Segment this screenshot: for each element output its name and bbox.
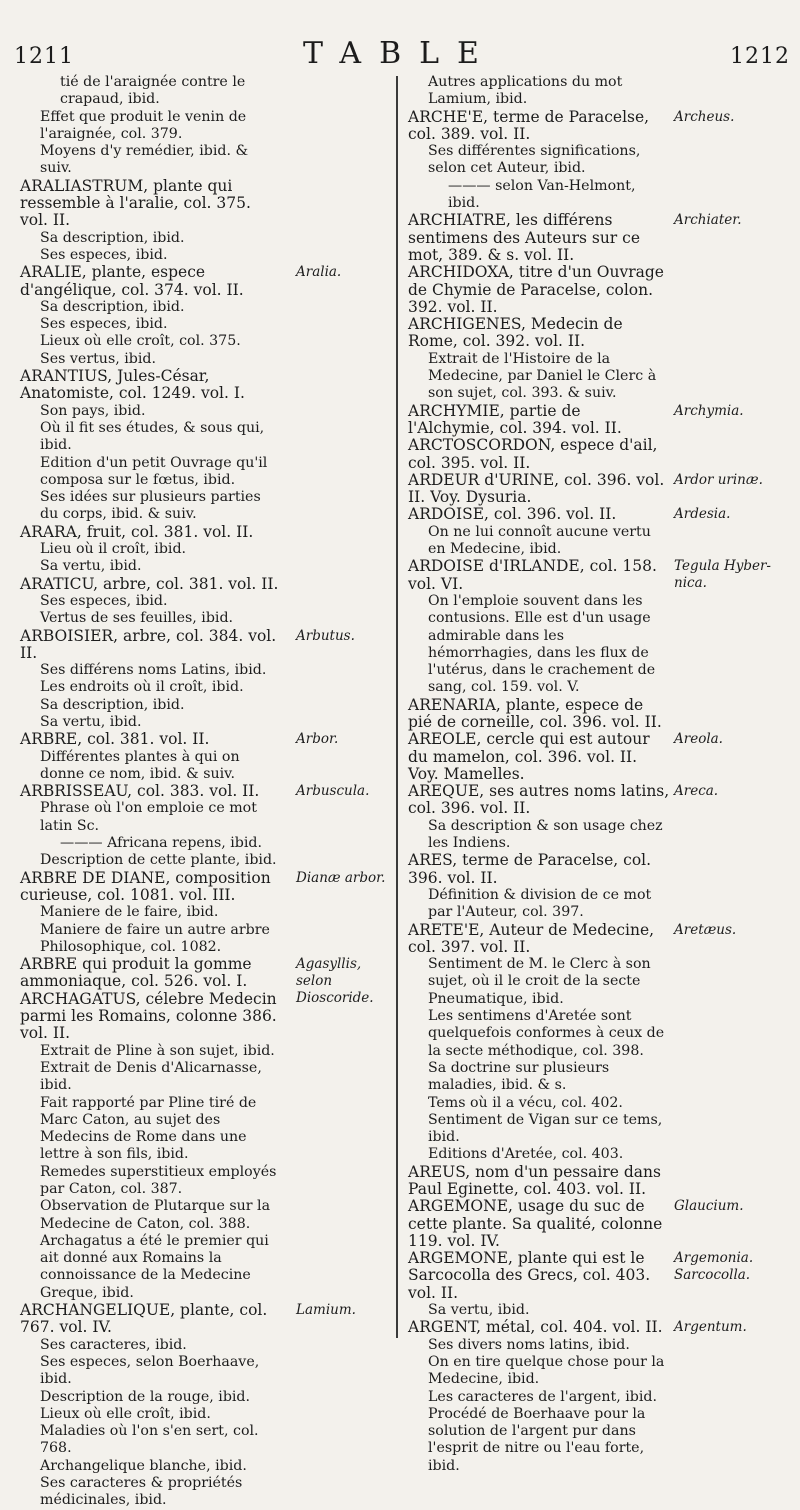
index-subentry bbox=[408, 1008, 793, 1060]
entry-text: Sentiment de M. le Clerc à son sujet, où il le croit de la secte Pneumatique, ibid. bbox=[428, 956, 651, 1007]
index-subentry bbox=[20, 1389, 390, 1406]
index-headword-entry bbox=[408, 264, 793, 316]
latin-margin-note: Glaucium. bbox=[674, 1198, 744, 1215]
index-subentry bbox=[408, 887, 793, 922]
entry-text: ARALIASTRUM, plante qui ressemble à l'aralie, col. 375. vol. II. bbox=[20, 176, 251, 230]
latin-margin-note: Ardor urinæ. bbox=[674, 471, 763, 488]
entry-text: Sa description & son usage chez les Indiens. bbox=[428, 817, 663, 852]
index-headword-entry bbox=[20, 576, 390, 593]
index-subentry bbox=[20, 1043, 390, 1060]
entry-text: Ses divers noms latins, ibid. bbox=[428, 1336, 630, 1353]
entry-text: ARCHE'E, terme de Paracelse, col. 389. vol. II. bbox=[408, 107, 650, 143]
entry-text: Procédé de Boerhaave pour la solution de l'argent pur dans l'esprit de nitre ou l'eau forte, ibid. bbox=[428, 1405, 646, 1474]
index-headword-entry bbox=[20, 368, 390, 403]
index-subentry bbox=[20, 904, 390, 921]
entry-text: Archangelique blanche, ibid. bbox=[40, 1457, 247, 1474]
index-headword-entry bbox=[408, 212, 793, 264]
entry-text: Les caracteres de l'argent, ibid. bbox=[428, 1388, 658, 1405]
entry-text: ARCHAGATUS, célebre Medecin parmi les Romains, colonne 386. vol. II. bbox=[20, 989, 277, 1043]
entry-text: Ses caracteres & propriétés médicinales, ibid. bbox=[40, 1475, 243, 1509]
index-headword-entry bbox=[20, 870, 390, 905]
latin-margin-note: Argemonia. Sarcocolla. bbox=[674, 1250, 754, 1284]
index-subentry bbox=[408, 351, 793, 403]
latin-margin-note: Agasyllis, selon Dioscoride. bbox=[296, 956, 374, 1007]
index-subentry bbox=[408, 818, 793, 853]
entry-text: Extrait de l'Histoire de la Medecine, par Daniel le Clerc à son sujet, col. 393. & suiv. bbox=[428, 350, 657, 402]
entry-text: Ses especes, ibid. bbox=[40, 316, 168, 333]
entry-text: Ses vertus, ibid. bbox=[40, 350, 156, 367]
right-page-number: 1212 bbox=[730, 44, 790, 69]
index-subentry bbox=[20, 1233, 390, 1302]
entry-text: Maniere de faire un autre arbre Philosophique, col. 1082. bbox=[40, 921, 270, 955]
entry-text: Moyens d'y remédier, ibid. & suiv. bbox=[40, 143, 249, 177]
index-subentry bbox=[20, 558, 390, 575]
entry-text: ARBRE, col. 381. vol. II. bbox=[20, 730, 210, 749]
index-headword-entry bbox=[408, 109, 793, 144]
index-headword-entry bbox=[20, 264, 390, 299]
index-subentry bbox=[20, 835, 390, 852]
index-headword-entry bbox=[20, 783, 390, 800]
entry-text: ARDEUR d'URINE, col. 396. vol. II. Voy. Dysuria. bbox=[408, 470, 665, 507]
right-column bbox=[408, 74, 793, 1475]
entry-text: Description de cette plante, ibid. bbox=[40, 852, 277, 869]
entry-text: ARCHIDOXA, titre d'un Ouvrage de Chymie de Paracelse, colon. 392. vol. II. bbox=[408, 263, 664, 316]
index-subentry bbox=[20, 593, 390, 610]
latin-margin-note: Dianæ arbor. bbox=[296, 869, 386, 886]
index-headword-entry bbox=[408, 697, 793, 732]
entry-text: ARATICU, arbre, col. 381. vol. II. bbox=[20, 574, 279, 593]
index-subentry bbox=[20, 109, 390, 144]
entry-text: Extrait de Denis d'Alicarnasse, ibid. bbox=[40, 1059, 262, 1094]
index-subentry bbox=[20, 1475, 390, 1510]
index-subentry bbox=[20, 1406, 390, 1423]
index-subentry bbox=[20, 697, 390, 714]
index-headword-entry bbox=[408, 1319, 793, 1336]
latin-margin-note: Arbutus. bbox=[296, 627, 355, 644]
index-headword-entry bbox=[408, 506, 793, 523]
index-subentry bbox=[20, 420, 390, 455]
entry-text: Définition & division de ce mot par l'Auteur, col. 397. bbox=[428, 886, 652, 921]
entry-text: Son pays, ibid. bbox=[40, 402, 146, 419]
entry-text: Ses especes, ibid. bbox=[40, 246, 168, 263]
entry-text: Observation de Plutarque sur la Medecine de Caton, col. 388. bbox=[40, 1198, 271, 1232]
index-subentry bbox=[20, 230, 390, 247]
index-subentry bbox=[20, 333, 390, 350]
entry-text: Ses différentes significations, selon cet Auteur, ibid. bbox=[428, 143, 641, 177]
entry-text: Sa vertu, ibid. bbox=[40, 558, 142, 575]
entry-text: Les endroits où il croît, ibid. bbox=[40, 679, 244, 696]
index-subentry bbox=[20, 1198, 390, 1233]
index-headword-entry bbox=[408, 316, 793, 351]
latin-margin-note: Aralia. bbox=[296, 264, 342, 281]
index-headword-entry bbox=[408, 558, 793, 593]
index-subentry bbox=[408, 1146, 793, 1163]
index-subentry bbox=[20, 74, 390, 109]
left-column bbox=[20, 74, 390, 1510]
entry-text: AREUS, nom d'un pessaire dans Paul Eginette, col. 403. vol. II. bbox=[408, 1162, 661, 1198]
latin-margin-note: Lamium. bbox=[296, 1302, 356, 1319]
latin-margin-note: Archeus. bbox=[674, 108, 735, 125]
entry-text: ARCHANGELIQUE, plante, col. 767. vol. IV. bbox=[20, 1301, 268, 1337]
index-subentry bbox=[20, 351, 390, 368]
entry-text: Lieu où il croît, ibid. bbox=[40, 541, 187, 558]
entry-text: Maniere de le faire, ibid. bbox=[40, 904, 219, 921]
entry-text: ARES, terme de Paracelse, col. 396. vol. II. bbox=[408, 851, 652, 887]
index-headword-entry bbox=[20, 731, 390, 748]
entry-text: ARCHIGENES, Medecin de Rome, col. 392. vol. II. bbox=[408, 315, 623, 351]
entry-text: On l'emploie souvent dans les contusions. Elle est d'un usage admirable dans les hémorrhagies, dans les flux de l'utérus, dans le crachement de sang, col. 159. vol. V. bbox=[428, 592, 656, 696]
index-subentry bbox=[408, 1302, 793, 1319]
entry-text: ——— Africana repens, ibid. bbox=[60, 835, 262, 852]
index-subentry bbox=[20, 316, 390, 333]
entry-text: ARDOISE, col. 396. vol. II. bbox=[408, 505, 617, 524]
latin-margin-note: Arbuscula. bbox=[296, 783, 370, 800]
entry-text: On en tire quelque chose pour la Medecine, ibid. bbox=[428, 1353, 665, 1388]
entry-text: Maladies où l'on s'en sert, col. 768. bbox=[40, 1423, 259, 1457]
index-headword-entry bbox=[408, 922, 793, 957]
index-subentry bbox=[20, 1423, 390, 1458]
latin-margin-note: Aretæus. bbox=[674, 921, 737, 938]
entry-text: ARDOISE d'IRLANDE, col. 158. vol. VI. bbox=[408, 557, 657, 593]
index-subentry bbox=[408, 143, 793, 178]
entry-text: Phrase où l'on emploie ce mot latin Sc. bbox=[40, 800, 257, 834]
latin-margin-note: Archiater. bbox=[674, 212, 742, 229]
index-subentry bbox=[408, 1095, 793, 1112]
entry-text: Remedes superstitieux employés par Caton, col. 387. bbox=[40, 1163, 277, 1197]
page-title: TABLE bbox=[303, 36, 497, 71]
entry-text: ARARA, fruit, col. 381. vol. II. bbox=[20, 522, 254, 541]
index-headword-entry bbox=[20, 1302, 390, 1337]
index-subentry bbox=[20, 749, 390, 784]
entry-text: Tems où il a vécu, col. 402. bbox=[428, 1094, 623, 1111]
index-subentry bbox=[408, 1060, 793, 1095]
index-subentry bbox=[20, 1060, 390, 1095]
index-subentry bbox=[408, 593, 793, 697]
entry-text: Différentes plantes à qui on donne ce nom, ibid. & suiv. bbox=[40, 748, 240, 782]
index-subentry bbox=[20, 299, 390, 316]
entry-text: Ses especes, selon Boerhaave, ibid. bbox=[40, 1353, 260, 1388]
entry-text: ARETE'E, Auteur de Medecine, col. 397. vol. II. bbox=[408, 920, 655, 956]
index-subentry bbox=[20, 1337, 390, 1354]
entry-text: Les sentimens d'Aretée sont quelquefois conformes à ceux de la secte méthodique, col. 398. bbox=[428, 1008, 665, 1059]
entry-text: Edition d'un petit Ouvrage qu'il composa sur le fœtus, ibid. bbox=[40, 454, 268, 488]
column-divider bbox=[396, 76, 398, 1338]
index-subentry bbox=[408, 1354, 793, 1389]
index-subentry bbox=[20, 489, 390, 524]
entry-text: Extrait de Pline à son sujet, ibid. bbox=[40, 1042, 275, 1059]
latin-margin-note: Archymia. bbox=[674, 402, 744, 419]
index-subentry bbox=[20, 1095, 390, 1164]
index-headword-entry bbox=[408, 1164, 793, 1199]
entry-text: Ses idées sur plusieurs parties du corps, ibid. & suiv. bbox=[40, 489, 261, 523]
index-subentry bbox=[20, 1458, 390, 1475]
index-headword-entry bbox=[408, 472, 793, 507]
index-subentry bbox=[408, 1337, 793, 1354]
latin-margin-note: Arbor. bbox=[296, 731, 339, 748]
entry-text: Sa description, ibid. bbox=[40, 229, 185, 246]
entry-text: Fait rapporté par Pline tiré de Marc Caton, au sujet des Medecins de Rome dans une lettre à son fils, ibid. bbox=[40, 1094, 257, 1163]
index-subentry bbox=[408, 178, 793, 213]
entry-text: ARGENT, métal, col. 404. vol. II. bbox=[408, 1318, 663, 1337]
index-subentry bbox=[20, 662, 390, 679]
entry-text: Sa description, ibid. bbox=[40, 696, 185, 713]
index-subentry bbox=[20, 1354, 390, 1389]
index-headword-entry bbox=[20, 524, 390, 541]
entry-text: Sa vertu, ibid. bbox=[40, 713, 142, 730]
entry-text: ARCHIATRE, les différens sentimens des Auteurs sur ce mot, 389. & s. vol. II. bbox=[408, 211, 640, 264]
latin-margin-note: Areca. bbox=[674, 783, 719, 800]
index-subentry bbox=[408, 1112, 793, 1147]
entry-text: ARGEMONE, plante qui est le Sarcocolla des Grecs, col. 403. vol. II. bbox=[408, 1249, 651, 1302]
index-headword-entry bbox=[408, 437, 793, 472]
index-headword-entry bbox=[408, 403, 793, 438]
entry-text: Sentiment de Vigan sur ce tems, ibid. bbox=[428, 1111, 663, 1146]
entry-text: Ses différens noms Latins, ibid. bbox=[40, 662, 267, 679]
index-headword-entry bbox=[20, 955, 390, 1007]
entry-text: Sa description, ibid. bbox=[40, 298, 185, 315]
index-subentry bbox=[20, 679, 390, 696]
entry-text: Editions d'Aretée, col. 403. bbox=[428, 1146, 624, 1163]
entry-text: ——— selon Van-Helmont, ibid. bbox=[448, 177, 636, 212]
index-headword-entry bbox=[20, 178, 390, 230]
index-headword-entry bbox=[408, 1250, 793, 1302]
latin-margin-note: Ardesia. bbox=[674, 506, 731, 523]
index-subentry bbox=[20, 610, 390, 627]
index-subentry bbox=[408, 74, 793, 109]
index-subentry bbox=[20, 714, 390, 731]
entry-text: Archagatus a été le premier qui ait donné aux Romains la connoissance de la Medecine Greque, ibid. bbox=[40, 1232, 269, 1301]
entry-text: Autres applications du mot Lamium, ibid. bbox=[428, 74, 623, 108]
entry-text: Vertus de ses feuilles, ibid. bbox=[40, 610, 234, 627]
index-subentry bbox=[20, 1164, 390, 1199]
entry-text: Ses caracteres, ibid. bbox=[40, 1336, 187, 1353]
entry-text: Lieux où elle croît, col. 375. bbox=[40, 333, 241, 350]
entry-text: ARENARIA, plante, espece de pié de corneille, col. 396. vol. II. bbox=[408, 695, 662, 731]
index-headword-entry bbox=[20, 991, 390, 1043]
entry-text: Sa vertu, ibid. bbox=[428, 1302, 530, 1319]
entry-text: ARBOISIER, arbre, col. 384. vol. II. bbox=[20, 626, 277, 662]
entry-text: ARBRISSEAU, col. 383. vol. II. bbox=[20, 782, 260, 801]
entry-text: ARGEMONE, usage du suc de cette plante. Sa qualité, colonne 119. vol. IV. bbox=[408, 1197, 663, 1250]
entry-text: Description de la rouge, ibid. bbox=[40, 1388, 251, 1405]
entry-text: ARALIE, plante, espece d'angélique, col. 374. vol. II. bbox=[20, 263, 244, 299]
index-subentry bbox=[408, 956, 793, 1008]
entry-text: AREQUE, ses autres noms latins, col. 396. vol. II. bbox=[408, 782, 670, 818]
entry-text: AREOLE, cercle qui est autour du mamelon, col. 396. vol. II. Voy. Mamelles. bbox=[408, 730, 650, 783]
index-subentry bbox=[20, 143, 390, 178]
index-subentry bbox=[408, 524, 793, 559]
left-page-number: 1211 bbox=[14, 44, 74, 69]
entry-text: Effet que produit le venin de l'araignée, col. 379. bbox=[40, 108, 247, 142]
index-headword-entry bbox=[408, 783, 793, 818]
entry-text: ARCTOSCORDON, espece d'ail, col. 395. vol. II. bbox=[408, 436, 658, 472]
index-subentry bbox=[20, 247, 390, 264]
latin-margin-note: Areola. bbox=[674, 731, 723, 748]
index-subentry bbox=[20, 852, 390, 869]
index-headword-entry bbox=[408, 852, 793, 887]
index-subentry bbox=[20, 455, 390, 490]
index-subentry bbox=[408, 1389, 793, 1406]
entry-text: On ne lui connoît aucune vertu en Medecine, ibid. bbox=[428, 523, 651, 558]
latin-margin-note: Argentum. bbox=[674, 1319, 747, 1336]
entry-text: ARCHYMIE, partie de l'Alchymie, col. 394. vol. II. bbox=[408, 401, 622, 437]
index-headword-entry bbox=[20, 628, 390, 663]
entry-text: ARBRE qui produit la gomme ammoniaque, col. 526. vol. I. bbox=[20, 955, 252, 991]
index-subentry bbox=[20, 403, 390, 420]
index-subentry bbox=[20, 800, 390, 835]
index-headword-entry bbox=[408, 1198, 793, 1250]
index-subentry bbox=[20, 541, 390, 558]
entry-text: ARBRE DE DIANE, composition curieuse, col. 1081. vol. III. bbox=[20, 868, 271, 904]
entry-text: ARANTIUS, Jules-César, Anatomiste, col. 1249. vol. I. bbox=[20, 367, 245, 403]
entry-text: Ses especes, ibid. bbox=[40, 592, 168, 609]
entry-text: Lieux où elle croît, ibid. bbox=[40, 1405, 211, 1422]
entry-text: tié de l'araignée contre le crapaud, ibid. bbox=[60, 74, 246, 108]
entry-text: Sa doctrine sur plusieurs maladies, ibid. & s. bbox=[428, 1059, 610, 1094]
latin-margin-note: Tegula Hyber- nica. bbox=[674, 558, 771, 592]
index-subentry bbox=[408, 1406, 793, 1475]
index-subentry bbox=[20, 922, 390, 957]
index-headword-entry bbox=[408, 731, 793, 783]
entry-text: Où il fit ses études, & sous qui, ibid. bbox=[40, 419, 265, 454]
